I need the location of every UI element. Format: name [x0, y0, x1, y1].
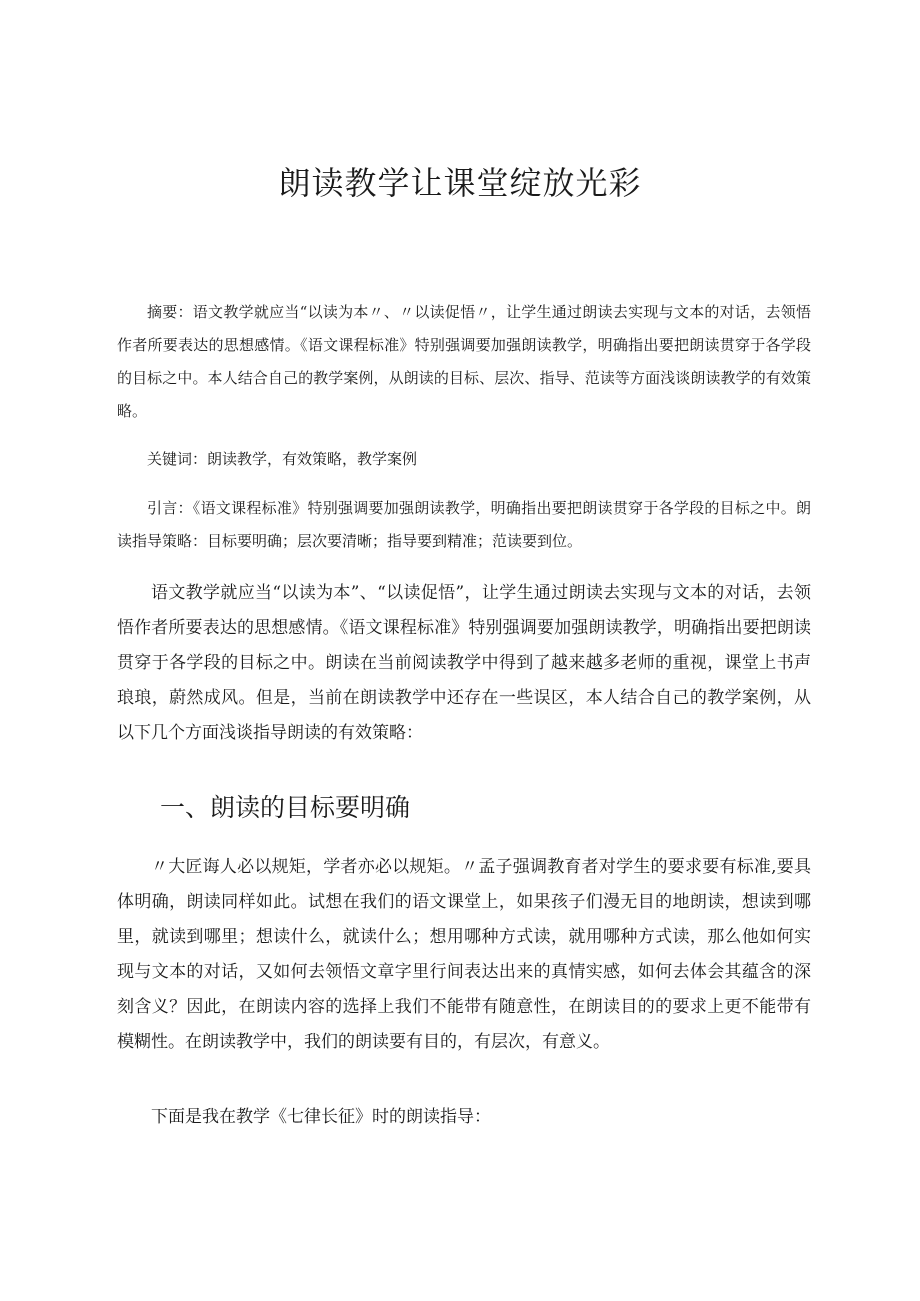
- body-paragraph-2: 〃大匠诲人必以规矩，学者亦必以规矩。〃孟子强调教育者对学生的要求要有标准,要具体明确，朗读同样如此。试想在我们的语文课堂上，如果孩子们漫无目的地朗读，想读到哪里，就读到哪里；想读什么，就读什么；想用哪种方式读，就用哪种方式读，那么他如何实现与文本的对话，又如何去领悟文章字里行间表达出来的真情实感，如何去体会其蕴含的深刻含义？因此，在朗读内容的选择上我们不能带有随意性，在朗读目的的要求上更不能带有模糊性。在朗读教学中，我们的朗读要有目的，有层次，有意义。: [117, 857, 811, 1052]
- body-paragraph-1: 语文教学就应当“以读为本”、“以读促悟”，让学生通过朗读去实现与文本的对话，去领悟作者所要表达的思想感情。《语文课程标准》特别强调要加强朗读教学，明确指出要把朗读贯穿于各学段的目标之中。朗读在当前阅读教学中得到了越来越多老师的重视，课堂上书声琅琅，蔚然成风。但是，当前在朗读教学中还存在一些误区，本人结合自己的教学案例，从以下几个方面浅谈指导朗读的有效策略：: [117, 583, 811, 743]
- body-paragraph-3: 下面是我在教学《七律长征》时的朗读指导：: [151, 1107, 491, 1127]
- intro-paragraph: 引言：《语文课程标准》特别强调要加强朗读教学，明确指出要把朗读贯穿于各学段的目标之中。朗读指导策略：目标要明确；层次要清晰；指导要到精准；范读要到位。: [117, 499, 811, 550]
- document-title: 朗读教学让课堂绽放光彩: [278, 164, 642, 202]
- section-heading: 一、朗读的目标要明确: [160, 793, 411, 822]
- abstract-paragraph: 摘要：语文教学就应当“以读为本〃、〃以读促悟〃，让学生通过朗读去实现与文本的对话，去领悟作者所要表达的思想感情。《语文课程标准》特别强调要加强朗读教学，明确指出要把朗读贯穿于各学段的目标之中。本人结合自己的教学案例，从朗读的目标、层次、指导、范读等方面浅谈朗读教学的有效策略。: [117, 303, 811, 420]
- keywords-paragraph: 关键词：朗读教学，有效策略，教学案例: [147, 450, 418, 468]
